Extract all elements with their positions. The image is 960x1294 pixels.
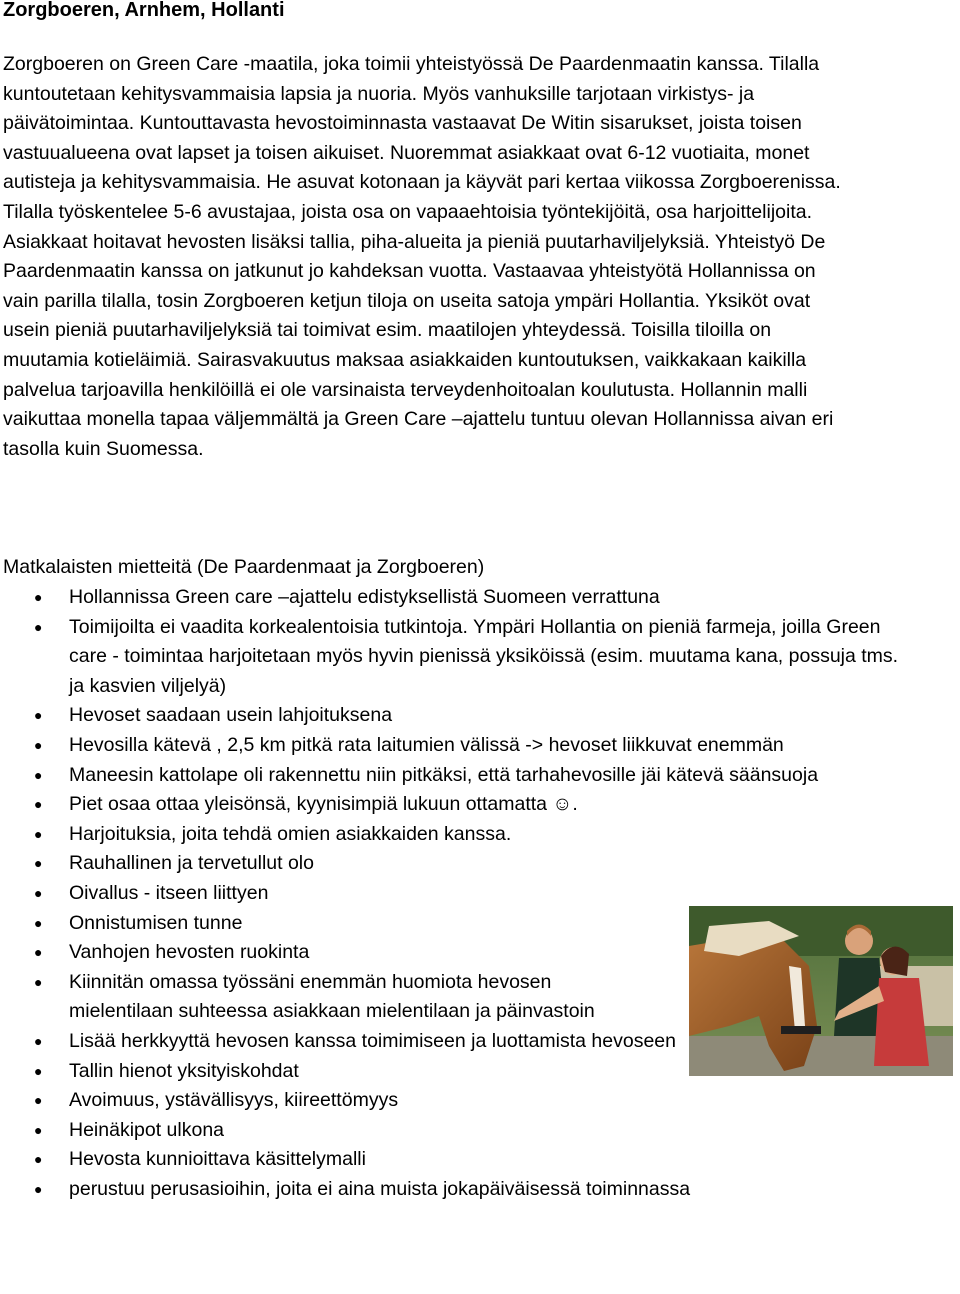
list-item: ● Onnistumisen tunne	[3, 909, 903, 939]
horse-photo	[689, 906, 953, 1076]
list-item: ● Hevosta kunnioittava käsittelymalli	[3, 1145, 903, 1175]
list-item: ● Avoimuus, ystävällisyys, kiireettömyys	[3, 1086, 903, 1116]
list-item: ● Tallin hienot yksityiskohdat	[3, 1057, 903, 1087]
list-item: ● Oivallus - itseen liittyen	[3, 879, 903, 909]
body-paragraph: Zorgboeren on Green Care -maatila, joka toimii yhteistyössä De Paardenmaatin kanssa. Tilalla kuntoutetaan kehitysvammaisia lapsia ja nuoria. Myös vanhuksille tarjotaan virkistys- ja päivätoimintaa. Kuntouttavasta hevostoiminnasta vastaavat De Witin sisarukset, joista toisen vastuualueena ovat lapset ja toisen aikuiset. Nuoremmat asiakkaat ovat 6-12 vuotiaita, monet autisteja ja kehitysvammaisia. He asuvat kotonaan ja käyvät pari kertaa viikossa Zorgboerenissa. Tilalla työskentelee 5-6 avustajaa, joista osa on vapaaehtoisia työntekijöitä, osa harjoittelijoita. Asiakkaat hoitavat hevosten lisäksi tallia, piha-alueita ja pieniä puutarhaviljelyksiä. Yhteistyö De Paardenmaatin kanssa on jatkunut jo kahdeksan vuotta. Vastaavaa yhteistyötä Hollannissa on vain parilla tilalla, tosin Zorgboeren ketjun tiloja on useita satoja ympäri Hollantia. Yksiköt ovat usein pieniä puutarhaviljelyksiä tai toimivat esim. maatilojen yhteydessä. Toisilla tiloilla on muutamia kotieläimiä. Sairasvakuutus maksaa asiakkaiden kuntoutuksen, vaikkakaan kaikilla palvelua tarjoavilla henkilöillä ei ole varsinaista terveydenhoitoalan koulutusta. Hollannin malli vaikuttaa monella tapaa väljemmältä ja Green Care –ajattelu tuntuu olevan Hollannissa aivan eri tasolla kuin Suomessa.	[3, 53, 841, 460]
list-item: ● perustuu perusasioihin, joita ei aina muista jokapäiväisessä toiminnassa	[3, 1175, 903, 1205]
list-item: ● Heinäkipot ulkona	[3, 1116, 903, 1146]
page-title: Zorgboeren, Arnhem, Hollanti	[3, 0, 285, 21]
list-item: ● Lisää herkkyyttä hevosen kanssa toimimiseen ja luottamista hevoseen	[3, 1027, 903, 1057]
list-item: ● Vanhojen hevosten ruokinta	[3, 938, 903, 968]
thoughts-list	[3, 583, 903, 1204]
list-item: ● Maneesin kattolape oli rakennettu niin pitkäksi, että tarhahevosille jäi kätevä säänsuoja	[3, 761, 903, 791]
list-item: ● Toimijoilta ei vaadita korkealentoisia tutkintoja. Ympäri Hollantia on pieniä farmeja, joilla Green care - toimintaa harjoitetaan myös hyvin pienissä yksiköissä (esim. muutama kana, possuja tms. ja kasvien viljelyä)	[3, 613, 903, 702]
list-item: ● Rauhallinen ja tervetullut olo	[3, 849, 903, 879]
section-heading: Matkalaisten mietteitä (De Paardenmaat ja Zorgboeren)	[3, 556, 485, 578]
list-item: ● Kiinnitän omassa työssäni enemmän huomiota hevosen mielentilaan suhteessa asiakkaan mielentilaan ja päinvastoin	[3, 968, 639, 1027]
list-item: ● Hevoset saadaan usein lahjoituksena	[3, 701, 903, 731]
list-item: ● Piet osaa ottaa yleisönsä, kyynisimpiä lukuun ottamatta ☺.	[3, 790, 903, 820]
list-item: ● Harjoituksia, joita tehdä omien asiakkaiden kanssa.	[3, 820, 903, 850]
list-item: ● Hollannissa Green care –ajattelu edistyksellistä Suomeen verrattuna	[3, 583, 903, 613]
list-item: ● Hevosilla kätevä , 2,5 km pitkä rata laitumien välissä -> hevoset liikkuvat enemmän	[3, 731, 903, 761]
